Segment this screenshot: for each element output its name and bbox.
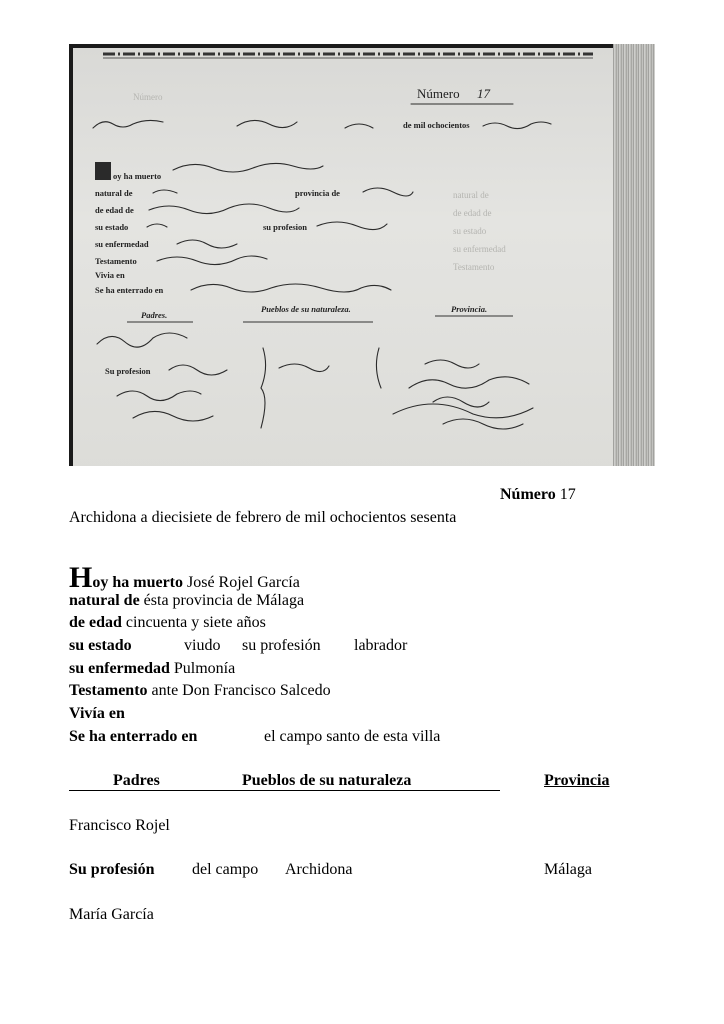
estado-value: viudo bbox=[184, 637, 221, 654]
numero-line bbox=[500, 484, 576, 506]
edad-line bbox=[69, 612, 266, 634]
enterrado-label: Se ha enterrado en bbox=[69, 728, 198, 745]
scan-line-vivia: Vivia en bbox=[95, 270, 125, 280]
col-padres: Padres bbox=[113, 772, 160, 789]
scan-date-suffix: de mil ochocientos bbox=[403, 120, 470, 130]
muerto-value: José Rojel García bbox=[187, 574, 300, 591]
testamento-value: ante Don Francisco Salcedo bbox=[151, 682, 331, 699]
estado-line bbox=[69, 635, 132, 657]
parents-pueblo: Archidona bbox=[285, 861, 353, 878]
natural-label: natural de bbox=[69, 592, 140, 609]
edad-label: de edad bbox=[69, 614, 122, 631]
book-page-edges bbox=[613, 44, 655, 466]
col-provincia: Provincia bbox=[544, 772, 610, 789]
col-pueblos: Pueblos de su naturaleza bbox=[242, 772, 412, 789]
parents-profesion-value: del campo bbox=[192, 861, 259, 878]
testamento-label: Testamento bbox=[69, 682, 148, 699]
enterrado-value: el campo santo de esta villa bbox=[264, 728, 441, 745]
scan-line-edad: de edad de bbox=[95, 205, 134, 215]
svg-text:su enfermedad: su enfermedad bbox=[453, 244, 506, 254]
svg-text:Testamento: Testamento bbox=[453, 262, 495, 272]
profesion-value: labrador bbox=[354, 637, 408, 654]
muerto-label: oy ha muerto bbox=[92, 574, 183, 591]
scan-line-profesion: su profesion bbox=[263, 222, 308, 232]
father-name: Francisco Rojel bbox=[69, 817, 170, 834]
scan-col-provincia: Provincia. bbox=[451, 304, 488, 314]
mother-name: María García bbox=[69, 906, 154, 923]
testamento-line bbox=[69, 680, 331, 702]
scan-line-enfermedad: su enfermedad bbox=[95, 239, 149, 249]
enfermedad-label: su enfermedad bbox=[69, 660, 170, 677]
natural-line bbox=[69, 590, 304, 612]
estado-label: su estado bbox=[69, 637, 132, 654]
edad-value: cincuenta y siete años bbox=[125, 614, 266, 631]
svg-text:natural de: natural de bbox=[453, 190, 489, 200]
parents-profesion-label: Su profesión bbox=[69, 861, 155, 878]
svg-text:de edad de: de edad de bbox=[453, 208, 492, 218]
scan-line-provincia: provincia de bbox=[295, 188, 340, 198]
scan-line-testamento: Testamento bbox=[95, 256, 137, 266]
drop-cap: H bbox=[69, 561, 93, 594]
enfermedad-line bbox=[69, 658, 235, 680]
register-scan-image bbox=[69, 44, 655, 466]
numero-label: Número bbox=[500, 486, 556, 503]
vivia-label: Vivía en bbox=[69, 705, 125, 722]
scan-line-natural: natural de bbox=[95, 188, 133, 198]
scan-col-pueblos: Pueblos de su naturaleza. bbox=[261, 304, 351, 314]
natural-value: ésta provincia de Málaga bbox=[143, 592, 305, 609]
scan-line-muerto: oy ha muerto bbox=[113, 171, 162, 181]
parents-provincia: Málaga bbox=[544, 861, 592, 878]
scan-su-profesion: Su profesion bbox=[105, 366, 151, 376]
scan-numero-label: Número bbox=[417, 86, 460, 101]
svg-text:Número: Número bbox=[133, 92, 163, 102]
date-line: Archidona a diecisiete de febrero de mil ochocientos sesenta bbox=[69, 509, 457, 526]
scan-line-estado: su estado bbox=[95, 222, 129, 232]
scan-line-enterrado: Se ha enterrado en bbox=[95, 285, 164, 295]
numero-value: 17 bbox=[559, 486, 576, 503]
profesion-label: su profesión bbox=[242, 637, 321, 654]
scan-numero-value: 17 bbox=[477, 86, 490, 101]
svg-text:su estado: su estado bbox=[453, 226, 487, 236]
scan-col-padres: Padres. bbox=[141, 310, 168, 320]
enfermedad-value: Pulmonía bbox=[173, 660, 236, 677]
register-form-drawing bbox=[73, 48, 613, 466]
